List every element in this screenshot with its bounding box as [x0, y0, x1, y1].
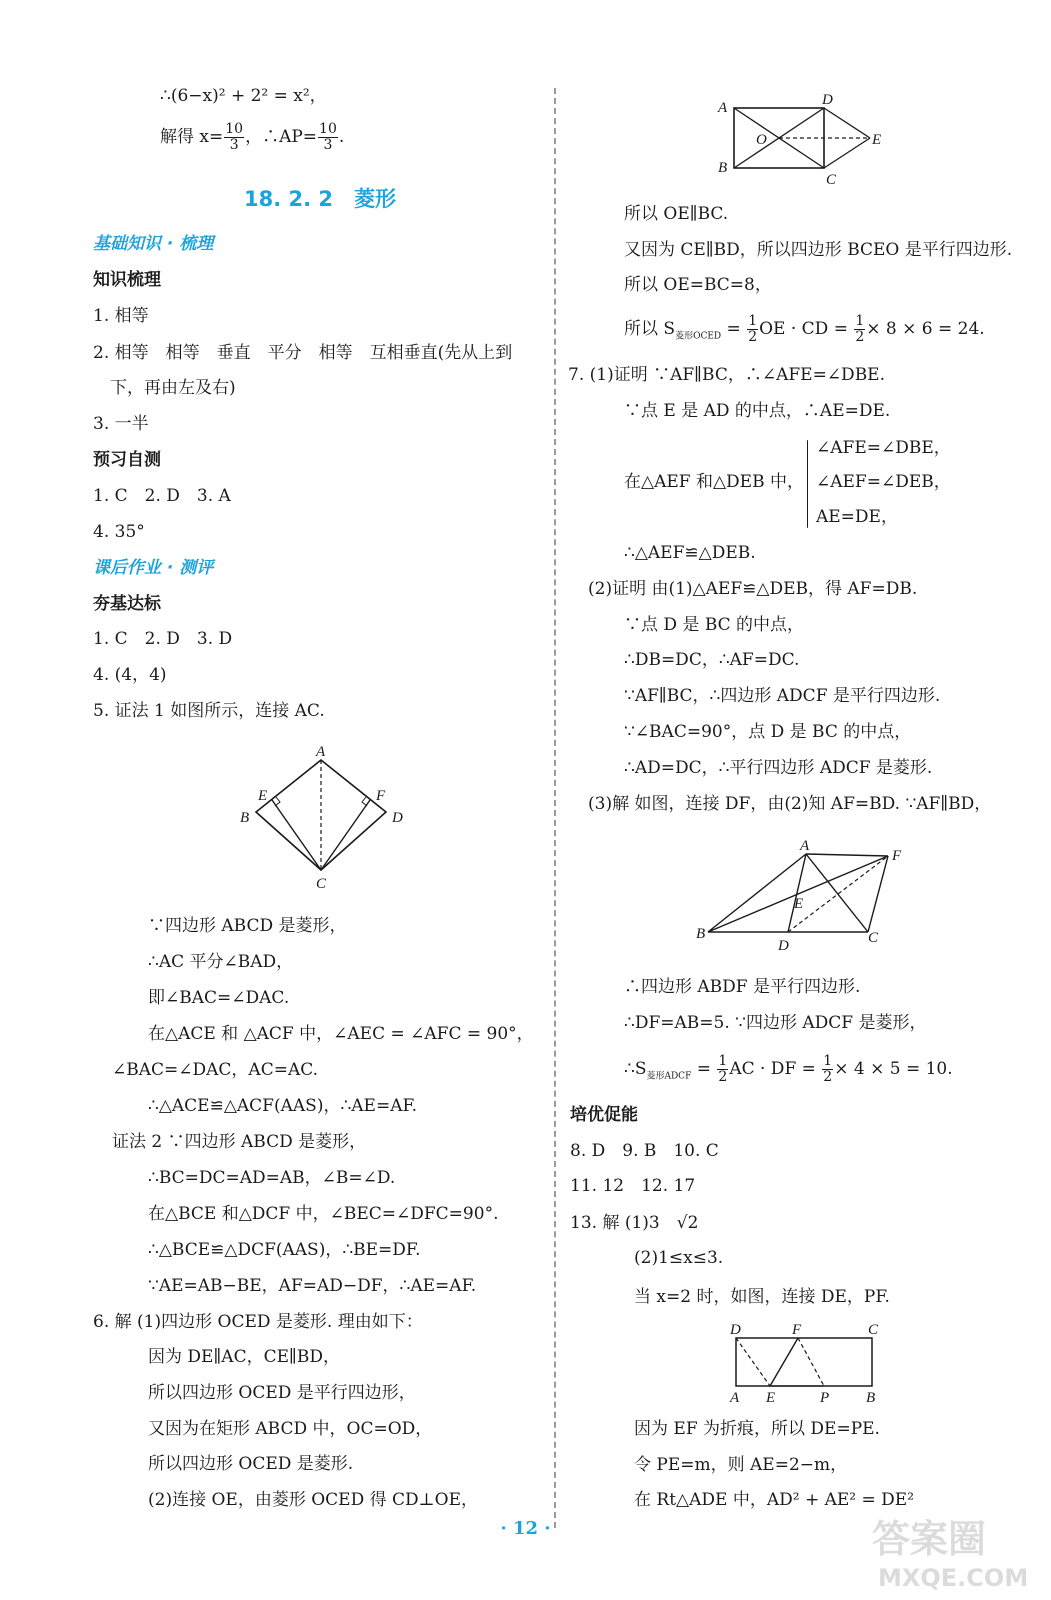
heading-basic-knowledge: 基础知识 · 梳理 — [93, 234, 214, 254]
watermark-url: MXQE.COM — [878, 1564, 1029, 1592]
label-B: B — [240, 810, 250, 826]
fraction-denominator: 2 — [718, 1069, 728, 1085]
answer-line: 1. C 2. D 3. A — [93, 486, 231, 506]
condition-line: ∠AFE=∠DBE， — [816, 438, 951, 458]
label-P: P — [820, 1390, 830, 1406]
solution-line — [160, 122, 344, 153]
rectangle-figure — [710, 88, 900, 188]
fraction — [747, 314, 758, 345]
answer-line: 8. D 9. B 10. C — [570, 1141, 719, 1161]
area-middle: OE · CD = — [759, 319, 854, 339]
area-equals: = — [691, 1059, 717, 1079]
proof-line: (2)1≤x≤3. — [634, 1248, 724, 1268]
fraction-numerator: 10 — [225, 121, 244, 137]
proof-line: 所以四边形 OCED 是菱形. — [148, 1454, 354, 1474]
column-divider — [554, 88, 556, 1528]
condition-line: ∠AEF=∠DEB， — [816, 472, 951, 492]
proof-line: ∵AE=AB−BE，AF=AD−DF，∴AE=AF. — [148, 1276, 477, 1296]
proof-line: 又因为 CE∥BD，所以四边形 BCEO 是平行四边形. — [624, 240, 1013, 260]
label-D: D — [730, 1322, 741, 1338]
heading-excel: 培优促能 — [570, 1105, 638, 1125]
answer-line: 1. 相等 — [93, 306, 149, 326]
answer-line: 2. 相等 相等 垂直 平分 相等 互相垂直(先从上到 — [93, 343, 513, 363]
proof-line: ∵AF∥BC，∴四边形 ADCF 是平行四边形. — [624, 686, 941, 706]
fraction-denominator: 2 — [855, 329, 865, 345]
proof-line: 令 PE=m，则 AE=2−m， — [634, 1455, 848, 1475]
heading-after-class: 课后作业 · 测评 — [93, 558, 214, 578]
watermark-logo — [862, 1500, 1040, 1595]
label-D: D — [778, 938, 789, 954]
fold-figure — [720, 1318, 890, 1406]
label-D: D — [392, 810, 403, 826]
proof-line: ∴DB=DC，∴AF=DC. — [624, 650, 800, 670]
area-end: × 4 × 5 = 10. — [834, 1059, 953, 1079]
label-F: F — [892, 848, 902, 864]
heading-preview-test: 预习自测 — [93, 450, 161, 470]
solution-middle: ，∴AP= — [245, 127, 318, 147]
proof-line: ∴△AEF≌△DEB. — [624, 543, 756, 563]
proof-line: 在△ACE 和 △ACF 中，∠AEC = ∠AFC = 90°， — [148, 1024, 534, 1044]
label-E: E — [872, 132, 882, 148]
parallelogram-figure — [690, 836, 910, 954]
area-middle: AC · DF = — [729, 1059, 822, 1079]
label-O: O — [756, 132, 767, 148]
proof-line: ∵∠BAC=90°，点 D 是 BC 的中点， — [624, 722, 912, 742]
answer-line: 4. 35° — [93, 522, 145, 542]
proof-line: (3)解 如图，连接 DF，由(2)知 AF=BD. ∵AF∥BD， — [588, 794, 992, 814]
label-C: C — [316, 876, 327, 892]
label-B: B — [866, 1390, 876, 1406]
proof-line: (2)连接 OE，由菱形 OCED 得 CD⊥OE， — [148, 1490, 478, 1510]
label-C: C — [826, 172, 837, 188]
answer-line: 7. (1)证明 ∵AF∥BC，∴∠AFE=∠DBE. — [568, 365, 885, 385]
proof-line: 当 x=2 时，如图，连接 DE，PF. — [634, 1287, 890, 1307]
label-E: E — [766, 1390, 776, 1406]
proof-line: 因为 EF 为折痕，所以 DE=PE. — [634, 1419, 880, 1439]
equation-line: ∴(6−x)² + 2² = x²， — [160, 86, 327, 106]
fraction — [822, 1054, 833, 1085]
proof-line: 所以四边形 OCED 是平行四边形， — [148, 1383, 416, 1403]
area-end: × 8 × 6 = 24. — [866, 319, 985, 339]
label-A: A — [730, 1390, 740, 1406]
label-B: B — [696, 926, 706, 942]
answer-line: 13. 解 (1)3 √2 — [570, 1213, 699, 1233]
proof-line: ∴四边形 ABDF 是平行四边形. — [624, 977, 861, 997]
label-A: A — [316, 744, 326, 760]
area-subscript: 菱形ADCF — [646, 1071, 692, 1082]
label-F: F — [376, 788, 386, 804]
proof-line: ∵点 D 是 BC 的中点， — [624, 615, 805, 635]
proof-line: ∴△ACE≌△ACF(AAS)，∴AE=AF. — [148, 1096, 418, 1116]
proof-line: 即∠BAC=∠DAC. — [148, 988, 290, 1008]
area-line — [624, 1054, 953, 1088]
fraction — [224, 122, 244, 153]
heading-foundation: 夯基达标 — [93, 594, 161, 614]
fraction — [717, 1054, 728, 1085]
proof-line: ∴AD=DC，∴平行四边形 ADCF 是菱形. — [624, 758, 933, 778]
rhombus-figure — [230, 740, 420, 895]
fraction-numerator: 1 — [718, 1053, 728, 1069]
page-number: · 12 · — [500, 1518, 551, 1539]
answer-line: 6. 解 (1)四边形 OCED 是菱形. 理由如下： — [93, 1312, 423, 1332]
proof-line: 在 Rt△ADE 中，AD² + AE² = DE² — [634, 1490, 915, 1510]
brace — [807, 440, 808, 528]
answer-line: 1. C 2. D 3. D — [93, 629, 233, 649]
label-D: D — [822, 92, 833, 108]
solution-end: . — [338, 127, 345, 147]
fraction — [854, 314, 865, 345]
proof-line: 所以 OE=BC=8， — [624, 275, 772, 295]
fraction-denominator: 2 — [823, 1069, 833, 1085]
fraction-numerator: 1 — [823, 1053, 833, 1069]
proof-line: ∴AC 平分∠BAD， — [148, 952, 294, 972]
label-A: A — [800, 838, 810, 854]
proof-line: ∴△BCE≌△DCF(AAS)，∴BE=DF. — [148, 1240, 421, 1260]
answer-line: 3. 一半 — [93, 414, 149, 434]
fraction-numerator: 1 — [748, 313, 758, 329]
proof-line: 证法 2 ∵四边形 ABCD 是菱形， — [112, 1132, 367, 1152]
heading-knowledge-review: 知识梳理 — [93, 270, 161, 290]
fraction — [318, 122, 338, 153]
proof-line: 所以 OE∥BC. — [624, 204, 729, 224]
label-A: A — [718, 100, 728, 116]
area-equals: = — [721, 319, 747, 339]
section-title: 18. 2. 2 菱形 — [244, 187, 397, 211]
label-E: E — [794, 896, 804, 912]
answer-line: 下，再由左及右) — [110, 378, 236, 398]
area-prefix: ∴S — [624, 1059, 647, 1079]
proof-line: (2)证明 由(1)△AEF≌△DEB，得 AF=DB. — [588, 579, 918, 599]
fraction-denominator: 2 — [748, 329, 758, 345]
label-F: F — [792, 1322, 802, 1338]
label-C: C — [868, 930, 879, 946]
watermark-text: 答案圈 — [872, 1517, 987, 1561]
answer-line: 4. (4，4) — [93, 665, 167, 685]
area-subscript: 菱形OCED — [675, 331, 722, 342]
proof-line: ∠BAC=∠DAC，AC=AC. — [112, 1060, 319, 1080]
fraction-denominator: 3 — [323, 137, 333, 153]
solution-prefix: 解得 x= — [160, 127, 224, 147]
condition-line: AE=DE， — [816, 507, 898, 527]
proof-line: 因为 DE∥AC，CE∥BD， — [148, 1347, 340, 1367]
proof-line: ∵四边形 ABCD 是菱形， — [148, 916, 347, 936]
proof-line: ∴BC=DC=AD=AB，∠B=∠D. — [148, 1168, 396, 1188]
proof-line: ∵点 E 是 AD 的中点，∴AE=DE. — [624, 401, 891, 421]
proof-line: 在△AEF 和△DEB 中， — [624, 472, 804, 492]
fraction-numerator: 1 — [855, 313, 865, 329]
fraction-denominator: 3 — [229, 137, 239, 153]
label-B: B — [718, 160, 728, 176]
fraction-numerator: 10 — [319, 121, 337, 137]
area-line — [624, 314, 985, 348]
area-prefix: 所以 S — [624, 319, 676, 339]
proof-line: 又因为在矩形 ABCD 中，OC=OD， — [148, 1419, 433, 1439]
proof-line: ∴DF=AB=5. ∵四边形 ADCF 是菱形， — [624, 1013, 927, 1033]
label-C: C — [868, 1322, 879, 1338]
label-E: E — [258, 788, 268, 804]
proof-line: 在△BCE 和△DCF 中，∠BEC=∠DFC=90°. — [148, 1204, 499, 1224]
answer-line: 5. 证法 1 如图所示，连接 AC. — [93, 701, 325, 721]
answer-line: 11. 12 12. 17 — [570, 1176, 696, 1196]
